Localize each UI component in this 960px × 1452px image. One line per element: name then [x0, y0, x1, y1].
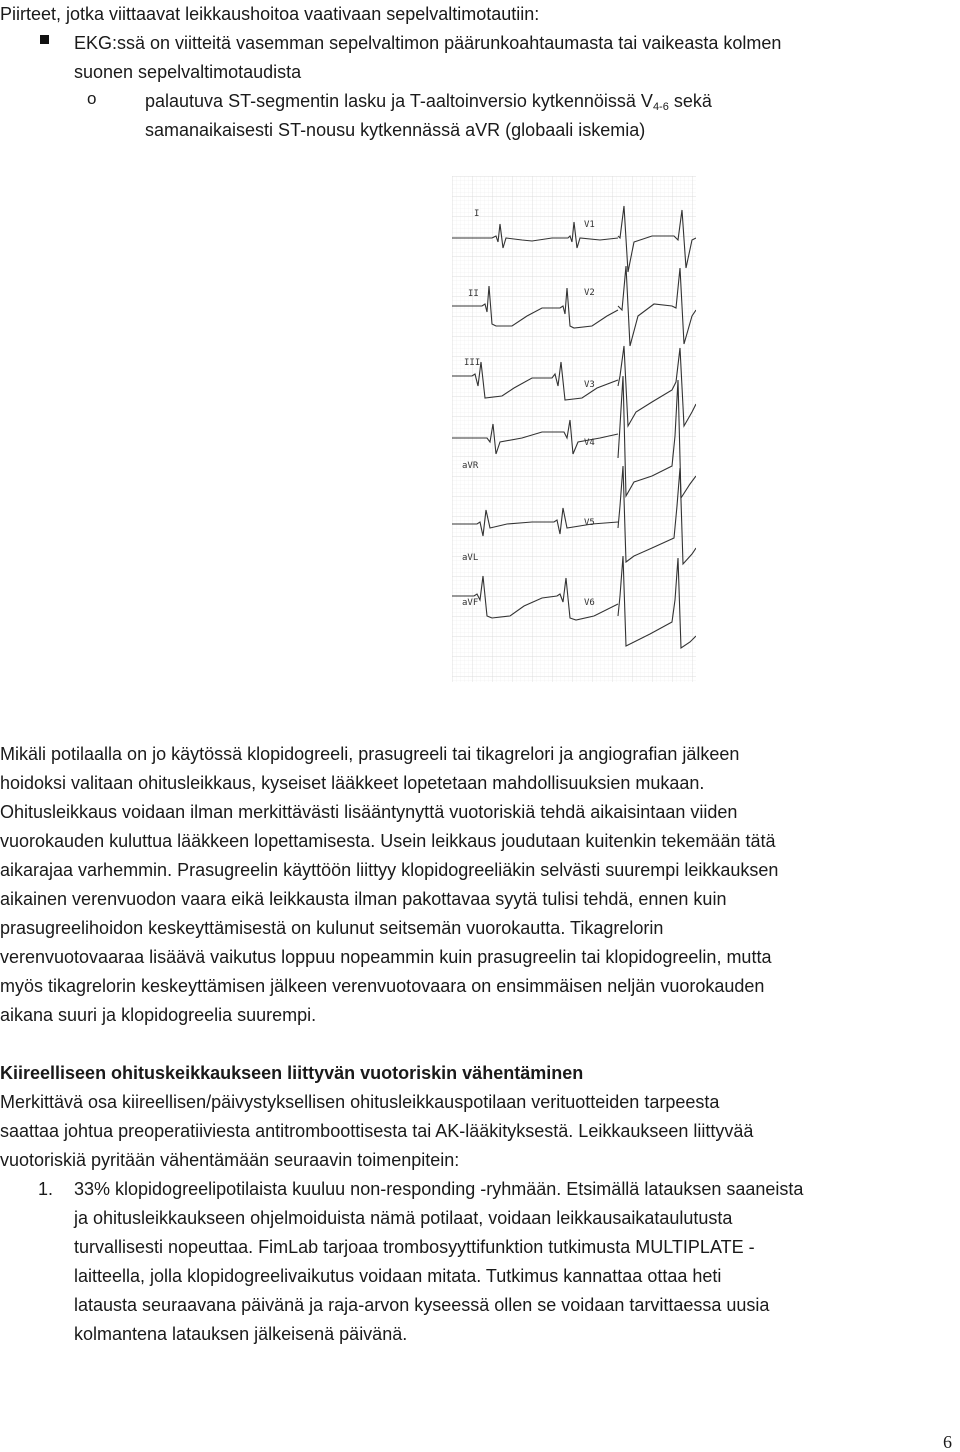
- sub-bullet-text-a: palautuva ST-segmentin lasku ja T-aaltoinversio kytkennöissä V: [145, 91, 653, 111]
- lead-label-V3: V3: [584, 380, 595, 390]
- section-line: vuotoriskiä pyritään vähentämään seuraavin toimenpitein:: [0, 1150, 460, 1170]
- page-number: 6: [943, 1432, 952, 1452]
- sub-bullet-line-2: samanaikaisesti ST-nousu kytkennässä aVR (globaali iskemia): [145, 120, 646, 140]
- lead-label-aVR: aVR: [462, 461, 479, 471]
- intro-heading: Piirteet, jotka viittaavat leikkaushoitoa vaativaan sepelvaltimotautiin:: [0, 4, 540, 24]
- paragraph-1-line: Mikäli potilaalla on jo käytössä klopidogreeli, prasugreeli tai tikagrelori ja angiografian jälkeen: [0, 744, 740, 764]
- list-item-line: latausta seuraavana päivänä ja raja-arvon kyseessä ollen se voidaan tarvittaessa uusia: [74, 1295, 770, 1315]
- paragraph-1-line: aikarajaa varhemmin. Prasugreelin käyttöön liittyy klopidogreeliäkin selvästi suurempi leikkauksen: [0, 860, 779, 880]
- sub-bullet-line-1: [145, 89, 712, 119]
- section-heading: Kiireelliseen ohituskeikkaukseen liittyvän vuotoriskin vähentäminen: [0, 1063, 584, 1083]
- section-line: Merkittävä osa kiireellisen/päivystyksellisen ohitusleikkauspotilaan verituotteiden tarpeesta: [0, 1092, 720, 1112]
- paragraph-1-line: vuorokauden kuluttua lääkkeen lopettamisesta. Usein leikkaus joudutaan kuitenkin tekemään tätä: [0, 831, 776, 851]
- lead-label-V4: V4: [584, 438, 595, 448]
- sub-bullet-text-b: sekä: [668, 91, 712, 111]
- lead-label-V6: V6: [584, 598, 595, 608]
- lead-label-V1: V1: [584, 220, 595, 230]
- paragraph-1-line: verenvuotovaaraa lisäävä vaikutus loppuu nopeammin kuin prasugreelin tai klopidogreelin, mutta: [0, 947, 772, 967]
- square-bullet-icon: [40, 35, 49, 44]
- paragraph-1-line: aikainen verenvuodon vaara eikä leikkausta ilman pakottavaa syytä tulisi tehdä, ennen kuin: [0, 889, 727, 909]
- bullet-text-line-2: suonen sepelvaltimotaudista: [74, 62, 302, 82]
- circle-bullet-icon: o: [87, 89, 97, 108]
- lead-label-aVF: aVF: [462, 598, 479, 608]
- paragraph-1-line: Ohitusleikkaus voidaan ilman merkittävästi lisääntynyttä vuotoriskiä tehdä aikaisintaan viiden: [0, 802, 738, 822]
- lead-range-subscript: 4-6: [652, 101, 669, 113]
- lead-label-aVL: aVL: [462, 553, 479, 563]
- lead-label-II: II: [468, 289, 479, 299]
- paragraph-1-line: prasugreelihoidon keskeyttämisestä on kulunut seitsemän vuorokautta. Tikagrelorin: [0, 918, 664, 938]
- bullet-text-line-1: EKG:ssä on viitteitä vasemman sepelvaltimon päärunkoahtaumasta tai vaikeasta kolmen: [74, 33, 782, 53]
- list-item-line: ja ohitusleikkaukseen ohjelmoiduista nämä potilaat, voidaan leikkausaikataulutusta: [74, 1208, 733, 1228]
- list-number: 1.: [38, 1179, 54, 1199]
- ecg-image: [452, 176, 696, 682]
- paragraph-1-line: hoidoksi valitaan ohitusleikkaus, kyseiset lääkkeet lopetetaan mahdollisuuksien mukaan.: [0, 773, 705, 793]
- list-item-line: laitteella, jolla klopidogreelivaikutus voidaan mitata. Tutkimus kannattaa ottaa heti: [74, 1266, 722, 1286]
- paragraph-1-line: myös tikagrelorin keskeyttämisen jälkeen verenvuotovaara on ensimmäisen neljän vuorokauden: [0, 976, 765, 996]
- lead-label-III: III: [464, 358, 481, 368]
- paragraph-1-line: aikana suuri ja klopidogreelia suurempi.: [0, 1005, 317, 1025]
- lead-label-I: I: [474, 209, 480, 219]
- section-line: saattaa johtua preoperatiiviesta antitromboottisesta tai AK-lääkityksestä. Leikkaukseen liittyvää: [0, 1121, 754, 1141]
- list-item-line: turvallisesti nopeuttaa. FimLab tarjoaa trombosyyttifunktion tutkimusta MULTIPLATE -: [74, 1237, 755, 1257]
- lead-label-V2: V2: [584, 288, 595, 298]
- lead-label-V5: V5: [584, 518, 595, 528]
- list-item-line: 33% klopidogreelipotilaista kuuluu non-responding -ryhmään. Etsimällä latauksen saaneista: [74, 1179, 804, 1199]
- list-item-line: kolmantena latauksen jälkeisenä päivänä.: [74, 1324, 408, 1344]
